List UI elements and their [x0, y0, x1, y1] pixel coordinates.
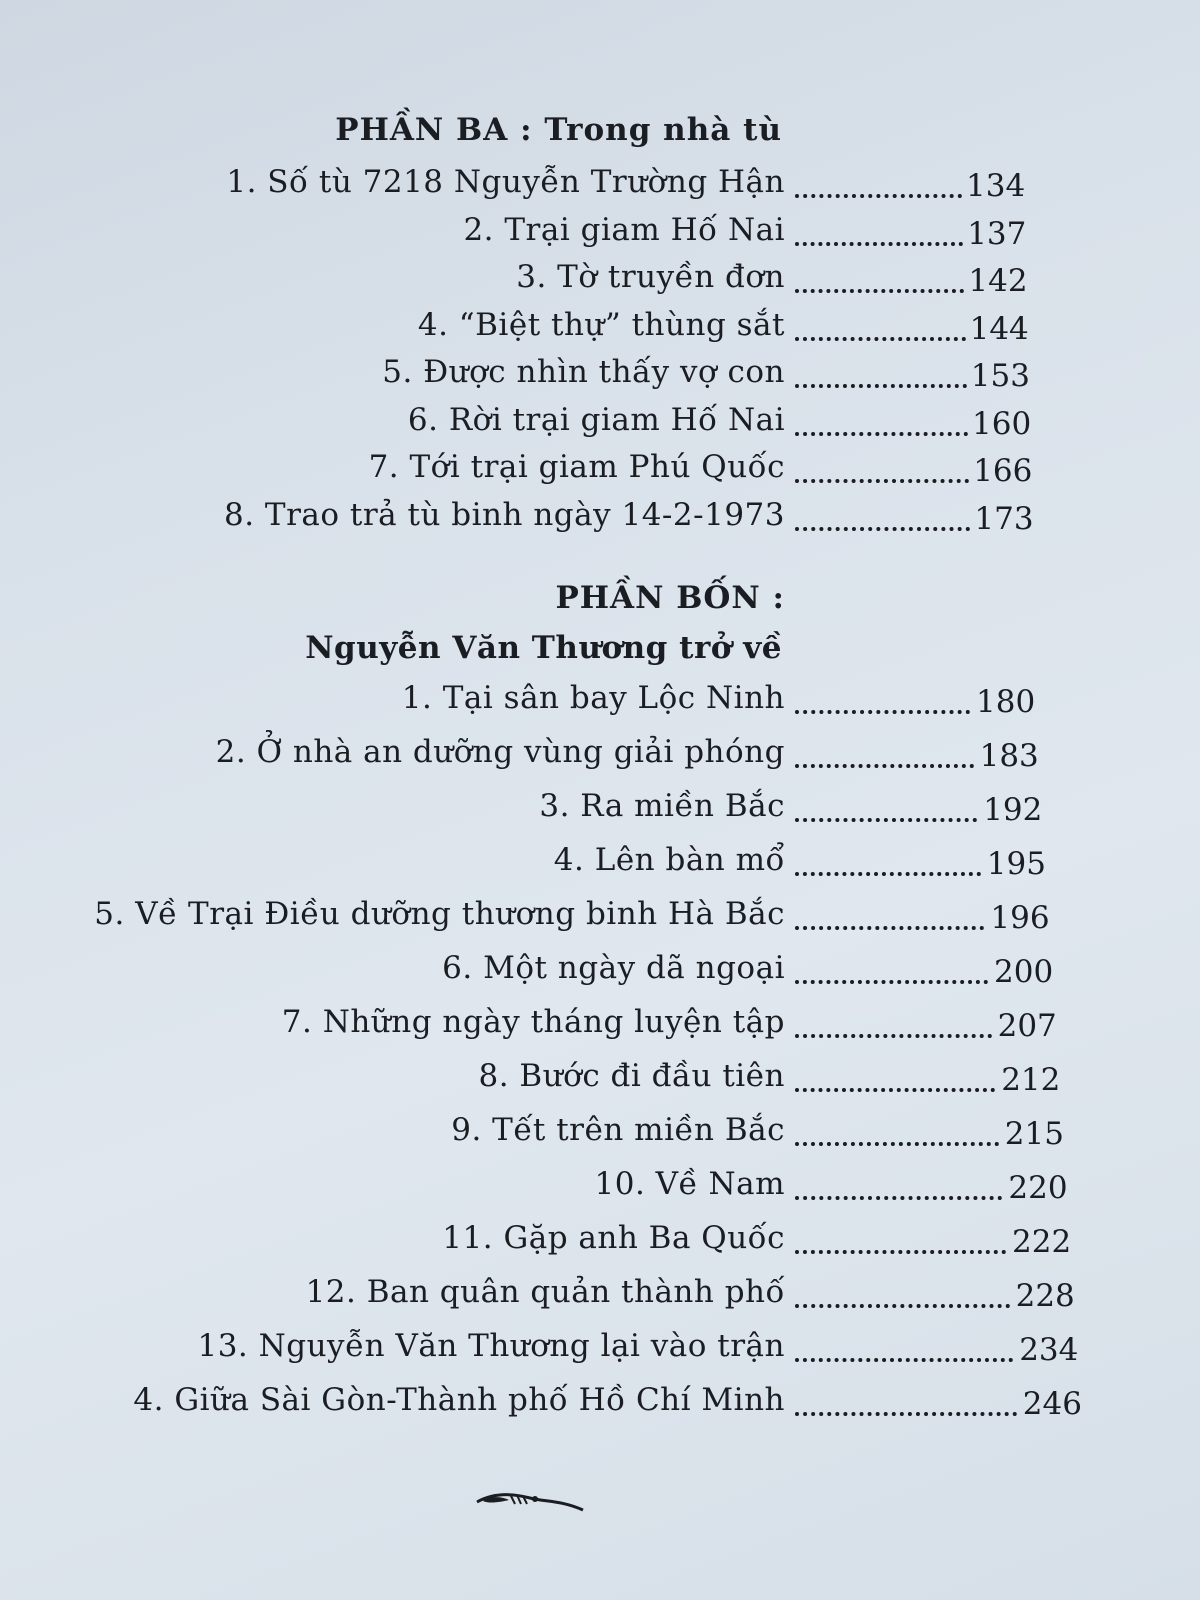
toc-entry-title: 3. Ra miền Bắc: [539, 788, 785, 824]
toc-entry-page-number: 207: [997, 1008, 1057, 1044]
toc-entry-page-number: 215: [1004, 1116, 1064, 1152]
dot-leader: [795, 337, 966, 341]
dot-leader: [795, 818, 977, 822]
toc-entry-title: 12. Ban quân quản thành phố: [305, 1274, 785, 1310]
dot-leader: [795, 384, 967, 388]
part4-toc-row: [0, 946, 1200, 990]
dot-leader: [795, 1034, 992, 1038]
toc-entry-page-number: 192: [983, 792, 1043, 828]
toc-entry-page-number: 222: [1012, 1224, 1072, 1260]
toc-entry-page-number: 228: [1015, 1278, 1075, 1314]
dot-leader: [795, 710, 970, 714]
toc-entry-page-number: 160: [972, 405, 1032, 442]
toc-entry-page-number: 200: [994, 954, 1054, 990]
dot-leader: [795, 1412, 1017, 1416]
part4-toc-row: [0, 892, 1200, 936]
part3-toc-row: [0, 493, 1200, 537]
toc-entry-title: 5. Được nhìn thấy vợ con: [382, 354, 785, 390]
toc-entry-title: 1. Số tù 7218 Nguyễn Trường Hận: [226, 164, 785, 200]
part3-heading: PHẦN BA : Trong nhà tù: [335, 112, 782, 148]
part3-toc-row: [0, 445, 1200, 489]
toc-entry-page-number: 195: [986, 846, 1046, 882]
toc-entry-title: 7. Những ngày tháng luyện tập: [281, 1004, 785, 1040]
part4-toc-row: [0, 784, 1200, 828]
part3-toc-row: [0, 350, 1200, 394]
part3-toc-row: [0, 255, 1200, 299]
toc-entry-title: 13. Nguyễn Văn Thương lại vào trận: [197, 1328, 785, 1364]
part3-toc-row: [0, 398, 1200, 442]
toc-entry-page-number: 137: [967, 215, 1027, 252]
toc-entry-title: 11. Gặp anh Ba Quốc: [442, 1220, 785, 1256]
dot-leader: [795, 1304, 1010, 1308]
toc-entry-page-number: 134: [966, 168, 1026, 204]
toc-entry-title: 1. Tại sân bay Lộc Ninh: [401, 680, 785, 716]
toc-entry-title: 4. Giữa Sài Gòn-Thành phố Hồ Chí Minh: [133, 1382, 785, 1418]
dot-leader: [795, 1358, 1013, 1362]
dot-leader: [795, 242, 963, 246]
toc-entry-page-number: 144: [969, 310, 1029, 347]
dot-leader: [795, 872, 981, 876]
dot-leader: [795, 289, 964, 293]
dot-leader: [795, 1250, 1006, 1254]
dot-leader: [795, 926, 984, 930]
toc-entry-page-number: 196: [990, 900, 1050, 936]
part4-toc-row: [0, 1162, 1200, 1206]
toc-entry-title: 10. Về Nam: [594, 1166, 785, 1202]
toc-entry-page-number: 142: [968, 263, 1028, 299]
part4-toc-row: [0, 1270, 1200, 1314]
toc-entry-title: 4. Lên bàn mổ: [553, 842, 785, 878]
dot-leader: [795, 527, 970, 531]
part4-toc-row: [0, 1054, 1200, 1098]
toc-entry-page-number: 246: [1022, 1386, 1082, 1422]
toc-entry-title: 5. Về Trại Điều dưỡng thương binh Hà Bắc: [94, 896, 785, 932]
toc-entry-title: 9. Tết trên miền Bắc: [451, 1112, 785, 1148]
part3-toc-row: [0, 160, 1200, 204]
part4-toc-row: [0, 838, 1200, 882]
part4-toc-row: [0, 1108, 1200, 1152]
toc-entry-page-number: 234: [1019, 1332, 1079, 1368]
part3-toc-row: [0, 208, 1200, 252]
toc-entry-page-number: 183: [979, 738, 1039, 774]
part4-subheading: Nguyễn Văn Thương trở về: [305, 630, 782, 666]
part4-toc-row: [0, 1378, 1200, 1422]
part4-toc-row: [0, 676, 1200, 720]
dot-leader: [795, 479, 969, 483]
toc-entry-page-number: 153: [970, 358, 1030, 394]
toc-entry-title: 6. Một ngày dã ngoại: [442, 950, 785, 986]
toc-entry-title: 6. Rời trại giam Hố Nai: [407, 401, 785, 438]
part4-toc-row: [0, 730, 1200, 774]
part4-toc-row: [0, 1000, 1200, 1044]
toc-entry-title: 3. Tờ truyền đơn: [516, 259, 785, 295]
toc-entry-title: 8. Bước đi đầu tiên: [478, 1058, 785, 1094]
dot-leader: [795, 1088, 995, 1092]
toc-entry-title: 2. Ở nhà an dưỡng vùng giải phóng: [215, 734, 785, 770]
toc-entry-title: 7. Tới trại giam Phú Quốc: [368, 449, 785, 485]
toc-entry-page-number: 220: [1008, 1170, 1068, 1206]
flourish-ornament-icon: [475, 1488, 585, 1514]
toc-entry-page-number: 173: [974, 500, 1034, 537]
toc-entry-page-number: 212: [1001, 1062, 1061, 1098]
dot-leader: [795, 764, 974, 768]
dot-leader: [795, 432, 968, 436]
part4-toc-row: [0, 1324, 1200, 1368]
toc-entry-page-number: 180: [976, 684, 1036, 720]
dot-leader: [795, 1196, 1002, 1200]
toc-entry-page-number: 166: [973, 453, 1033, 489]
toc-entry-title: 4. “Biệt thự” thùng sắt: [417, 306, 785, 343]
dot-leader: [795, 194, 962, 198]
toc-entry-title: 2. Trại giam Hố Nai: [463, 211, 785, 248]
toc-entry-title: 8. Trao trả tù binh ngày 14-2-1973: [223, 496, 785, 533]
dot-leader: [795, 1142, 999, 1146]
part4-toc-row: [0, 1216, 1200, 1260]
part3-toc-row: [0, 303, 1200, 347]
part4-heading: PHẦN BỐN :: [555, 580, 785, 616]
dot-leader: [795, 980, 988, 984]
